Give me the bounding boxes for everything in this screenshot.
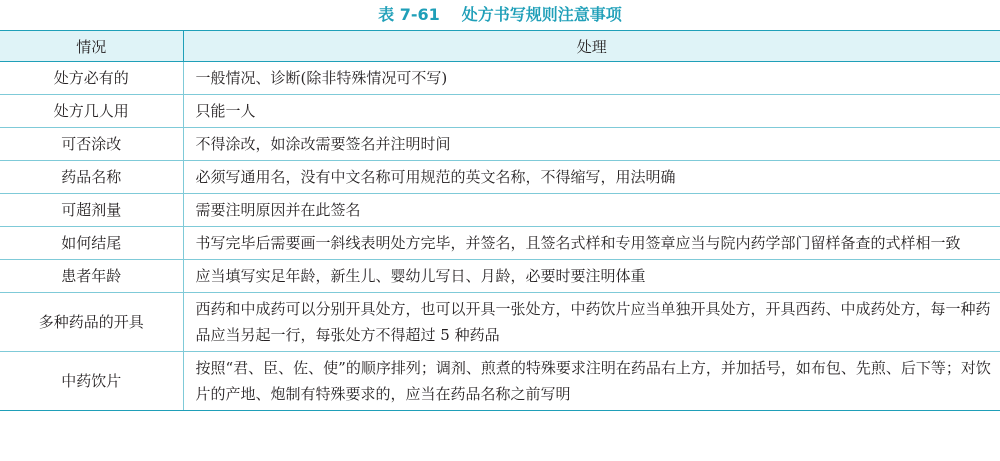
- table-row: [0, 293, 1000, 352]
- handling-cell: 书写完毕后需要画一斜线表明处方完毕，并签名，且签名式样和专用签章应当与院内药学部门留样备查的式样相一致: [183, 227, 1000, 260]
- situation-cell: 可否涂改: [0, 128, 183, 161]
- table-row: [0, 128, 1000, 161]
- table-row: [0, 260, 1000, 293]
- handling-cell: 只能一人: [183, 95, 1000, 128]
- situation-cell: 处方必有的: [0, 62, 183, 95]
- table-row: [0, 62, 1000, 95]
- header-row: [0, 31, 1000, 62]
- table-caption: 处方书写规则注意事项: [461, 5, 622, 24]
- table-title: [0, 0, 1000, 30]
- table-number: 表 7-61: [378, 5, 440, 24]
- handling-cell: 需要注明原因并在此签名: [183, 194, 1000, 227]
- handling-cell: 必须写通用名，没有中文名称可用规范的英文名称，不得缩写，用法明确: [183, 161, 1000, 194]
- handling-cell: 不得涂改，如涂改需要签名并注明时间: [183, 128, 1000, 161]
- situation-cell: 可超剂量: [0, 194, 183, 227]
- handling-cell: 按照“君、臣、佐、使”的顺序排列；调剂、煎煮的特殊要求注明在药品右上方，并加括号，如布包、先煎、后下等；对饮片的产地、炮制有特殊要求的，应当在药品名称之前写明: [183, 352, 1000, 411]
- table-row: [0, 227, 1000, 260]
- situation-cell: 中药饮片: [0, 352, 183, 411]
- situation-cell: 如何结尾: [0, 227, 183, 260]
- handling-cell: 一般情况、诊断(除非特殊情况可不写): [183, 62, 1000, 95]
- table-row: [0, 161, 1000, 194]
- rules-table: [0, 30, 1000, 411]
- handling-cell: 西药和中成药可以分别开具处方，也可以开具一张处方，中药饮片应当单独开具处方，开具西药、中成药处方，每一种药品应当另起一行，每张处方不得超过 5 种药品: [183, 293, 1000, 352]
- handling-cell: 应当填写实足年龄，新生儿、婴幼儿写日、月龄，必要时要注明体重: [183, 260, 1000, 293]
- table-row: [0, 95, 1000, 128]
- table-row: [0, 352, 1000, 411]
- column-header-handling: 处理: [183, 31, 1000, 62]
- table-row: [0, 194, 1000, 227]
- situation-cell: 处方几人用: [0, 95, 183, 128]
- situation-cell: 药品名称: [0, 161, 183, 194]
- situation-cell: 患者年龄: [0, 260, 183, 293]
- situation-cell: 多种药品的开具: [0, 293, 183, 352]
- column-header-situation: 情况: [0, 31, 183, 62]
